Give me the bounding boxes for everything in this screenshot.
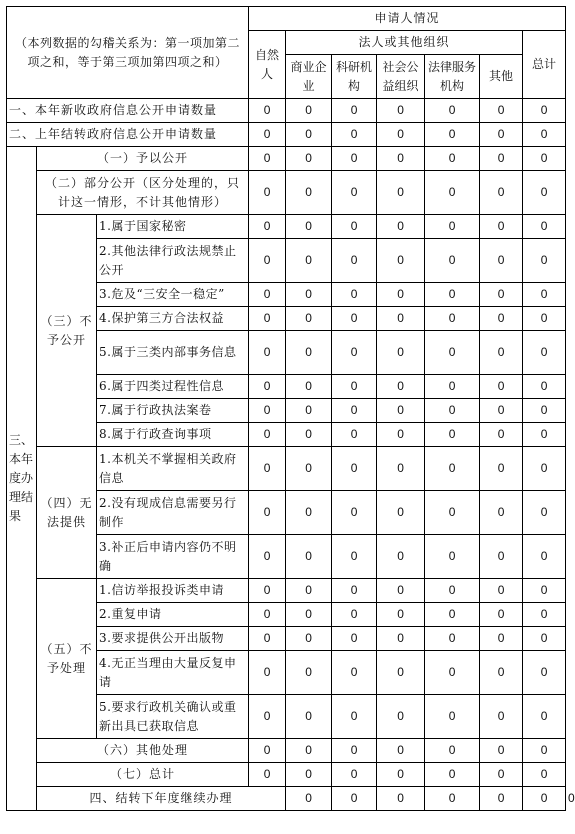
table-row: （四）无法提供 1.本机关不掌握相关政府信息 0 0 0 0 0 0 0 (7, 447, 566, 491)
relation-note: （本列数据的勾稽关系为：第一项加第二项之和，等于第三项加第四项之和） (7, 7, 249, 99)
table-row: 4.保护第三方合法权益 0 0 0 0 0 0 0 (7, 307, 566, 331)
research-header: 科研机构 (332, 55, 377, 99)
social-header: 社会公益组织 (377, 55, 425, 99)
table-row: 2.重复申请 0 0 0 0 0 0 0 (7, 603, 566, 627)
commercial-header: 商业企业 (286, 55, 332, 99)
table-row: 三、本年度办理结果 （一）予以公开 0 0 0 0 0 0 0 (7, 147, 566, 171)
table-row: 3.补正后申请内容仍不明确 0 0 0 0 0 0 0 (7, 535, 566, 579)
table-row: 2.没有现成信息需要另行制作 0 0 0 0 0 0 0 (7, 491, 566, 535)
table-row: （五）不予处理 1.信访举报投诉类申请 0 0 0 0 0 0 0 (7, 579, 566, 603)
table-row: 4.无正当理由大量反复申请 0 0 0 0 0 0 0 (7, 651, 566, 695)
table-row: （三）不予公开 1.属于国家秘密 0 0 0 0 0 0 0 (7, 215, 566, 239)
natural-person-header: 自然人 (249, 31, 286, 99)
table-row: （七）总计 0 0 0 0 0 0 0 (7, 763, 566, 787)
legal-group-header: 法人或其他组织 (286, 31, 523, 55)
table-row: 8.属于行政查询事项 0 0 0 0 0 0 0 (7, 423, 566, 447)
table-row: （二）部分公开（区分处理的，只计这一情形，不计其他情形） 0 0 0 0 0 0 0 (7, 171, 566, 215)
section-annual-results: 三、本年度办理结果 (7, 147, 37, 811)
table-row: （六）其他处理 0 0 0 0 0 0 0 (7, 739, 566, 763)
table-row: 3.要求提供公开出版物 0 0 0 0 0 0 0 (7, 627, 566, 651)
section-no-disclose: （三）不予公开 (37, 215, 97, 447)
section-no-handling: （五）不予处理 (37, 579, 97, 739)
disclosure-table (6, 6, 575, 811)
table-row: 一、本年新收政府信息公开申请数量 0 0 0 0 0 0 0 (7, 99, 566, 123)
table-row: 四、结转下年度继续办理 0 0 0 0 0 0 0 (7, 787, 566, 811)
table-row: 3.危及“三安全一稳定” 0 0 0 0 0 0 0 (7, 283, 566, 307)
table-row: 5.属于三类内部事务信息 0 0 0 0 0 0 0 (7, 331, 566, 375)
table-row: 5.要求行政机关确认或重新出具已获取信息 0 0 0 0 0 0 0 (7, 695, 566, 739)
table-row: 7.属于行政执法案卷 0 0 0 0 0 0 0 (7, 399, 566, 423)
total-header: 总计 (523, 31, 566, 99)
table-row: 二、上年结转政府信息公开申请数量 0 0 0 0 0 0 0 (7, 123, 566, 147)
section-unable-to-provide: （四）无法提供 (37, 447, 97, 579)
other-header: 其他 (480, 55, 523, 99)
table-row: 6.属于四类过程性信息 0 0 0 0 0 0 0 (7, 375, 566, 399)
table-row: 2.其他法律行政法规禁止公开 0 0 0 0 0 0 0 (7, 239, 566, 283)
applicant-header: 申请人情况 (249, 7, 566, 31)
legal-service-header: 法律服务机构 (425, 55, 480, 99)
